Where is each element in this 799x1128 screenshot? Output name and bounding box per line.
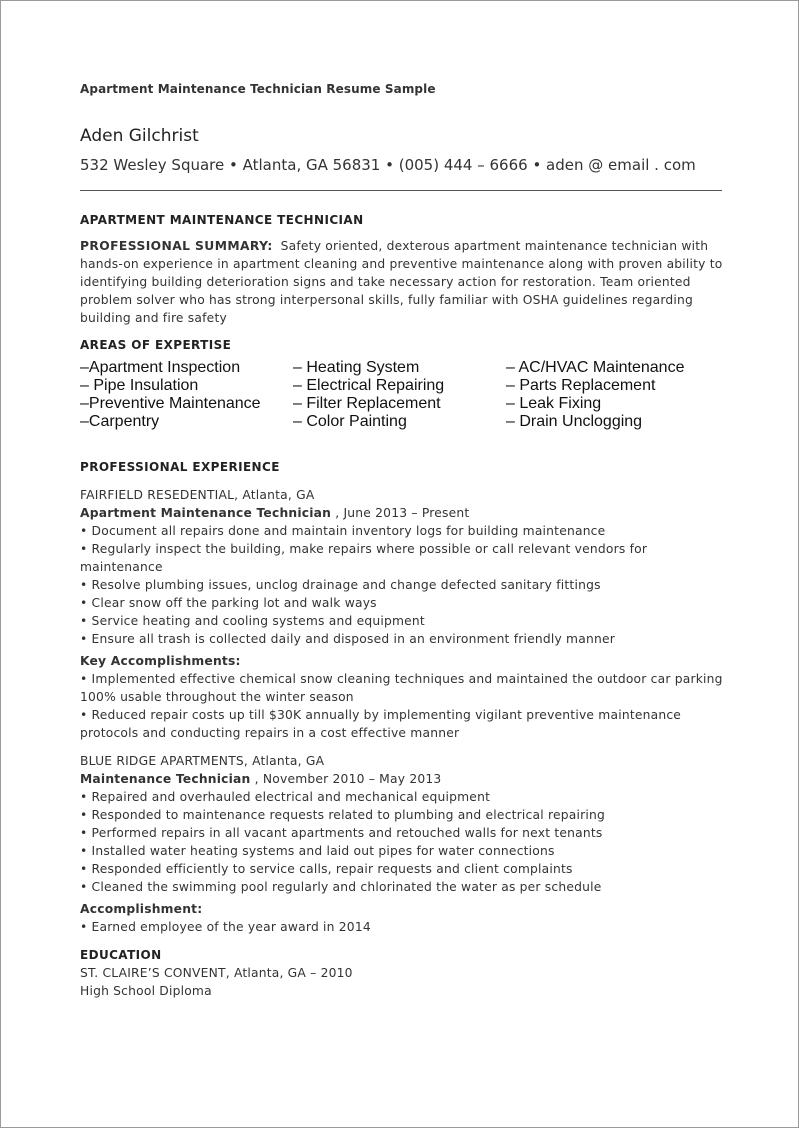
job-title: Maintenance Technician	[80, 772, 251, 786]
duty-item: • Responded efficiently to service calls, repair requests and client complaints	[80, 862, 573, 876]
job-dates: , November 2010 – May 2013	[250, 772, 442, 786]
expertise-grid	[80, 359, 725, 431]
expertise-item: –Apartment Inspection	[80, 359, 241, 376]
experience-heading: PROFESSIONAL EXPERIENCE	[80, 460, 280, 474]
duty-item: • Document all repairs done and maintain inventory logs for building maintenance	[80, 524, 606, 538]
candidate-name: Aden Gilchrist	[80, 126, 199, 146]
job-entry	[80, 486, 725, 742]
expertise-item: – Filter Replacement	[293, 395, 441, 412]
employer-line: FAIRFIELD RESEDENTIAL, Atlanta, GA	[80, 488, 315, 502]
contact-line: 532 Wesley Square • Atlanta, GA 56831 • (005) 444 – 6666 • aden @ email . com	[80, 156, 696, 174]
education-heading: EDUCATION	[80, 948, 162, 962]
expertise-item: –Preventive Maintenance	[80, 395, 261, 412]
expertise-item: – AC/HVAC Maintenance	[506, 359, 685, 376]
expertise-item: – Drain Unclogging	[506, 413, 643, 430]
resume-content	[80, 80, 725, 1000]
accomplishments-label: Accomplishment:	[80, 902, 203, 916]
job-title: Apartment Maintenance Technician	[80, 506, 332, 520]
expertise-item: – Color Painting	[293, 413, 407, 430]
expertise-item: – Parts Replacement	[506, 377, 656, 394]
accomplishment-item: • Reduced repair costs up till $30K annually by implementing vigilant preventive maintenance protocols and conducting repairs in a cost effective manner	[80, 708, 682, 740]
duty-item: • Cleaned the swimming pool regularly and chlorinated the water as per schedule	[80, 880, 602, 894]
employer-line: BLUE RIDGE APARTMENTS, Atlanta, GA	[80, 754, 325, 768]
duty-item: • Clear snow off the parking lot and walk ways	[80, 596, 377, 610]
duty-item: • Performed repairs in all vacant apartments and retouched walls for next tenants	[80, 826, 603, 840]
job-dates: , June 2013 – Present	[331, 506, 470, 520]
school-line: ST. CLAIRE’S CONVENT, Atlanta, GA – 2010	[80, 966, 353, 980]
expertise-item: – Electrical Repairing	[293, 377, 445, 394]
duty-item: • Regularly inspect the building, make repairs where possible or call relevant vendors for maintenance	[80, 542, 648, 574]
expertise-item: – Leak Fixing	[506, 395, 602, 412]
document-title: Apartment Maintenance Technician Resume Sample	[80, 82, 436, 96]
expertise-item: – Pipe Insulation	[80, 377, 199, 394]
accomplishment-item: • Implemented effective chemical snow cleaning techniques and maintained the outdoor car parking 100% usable throughout the winter season	[80, 672, 723, 704]
duty-item: • Resolve plumbing issues, unclog drainage and change defected sanitary fittings	[80, 578, 601, 592]
duty-item: • Ensure all trash is collected daily and disposed in an environment friendly manner	[80, 632, 615, 646]
header-divider	[80, 190, 722, 191]
role-line	[80, 504, 725, 522]
accomplishment-item: • Earned employee of the year award in 2014	[80, 920, 371, 934]
duty-item: • Repaired and overhauled electrical and mechanical equipment	[80, 790, 491, 804]
duty-item: • Responded to maintenance requests related to plumbing and electrical repairing	[80, 808, 605, 822]
role-heading: APARTMENT MAINTENANCE TECHNICIAN	[80, 213, 364, 227]
duty-item: • Installed water heating systems and laid out pipes for water connections	[80, 844, 555, 858]
duty-item: • Service heating and cooling systems and equipment	[80, 614, 425, 628]
accomplishments-label: Key Accomplishments:	[80, 654, 241, 668]
summary-label: PROFESSIONAL SUMMARY:	[80, 239, 273, 253]
degree-line: High School Diploma	[80, 984, 212, 998]
professional-summary	[80, 237, 725, 327]
summary-text: Safety oriented, dexterous apartment maintenance technician with hands-on experience in apartment cleaning and preventive maintenance along with proven ability to identifying building deterioration signs and take necessary action for restoration. Team oriented problem solver who has strong interpersonal skills, fully familiar with OSHA guidelines regarding building and fire safety	[80, 239, 723, 325]
job-entry	[80, 752, 725, 936]
expertise-item: –Carpentry	[80, 413, 160, 430]
expertise-item: – Heating System	[293, 359, 420, 376]
expertise-heading: AREAS OF EXPERTISE	[80, 338, 232, 352]
education-entry	[80, 964, 725, 1000]
role-line	[80, 770, 725, 788]
